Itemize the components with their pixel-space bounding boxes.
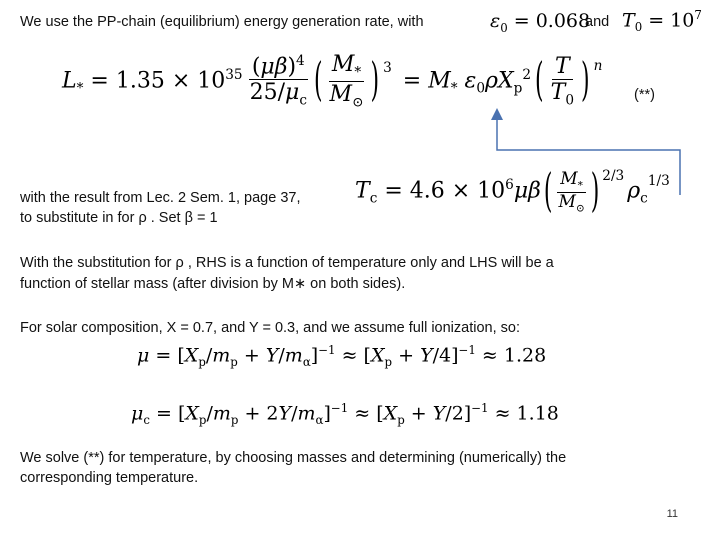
equation-label: (**) [634,87,655,103]
solve-line1: We solve (**) for temperature, by choosing masses and determining (numerically) the [20,450,567,466]
substitution-line2: function of stellar mass (after division by M∗ on both sides). [20,276,406,292]
mu-equation: $\mu = [X_p/m_p + Y/m_\alpha]^{-1} \approx [X_p + Y/4]^{-1} \approx 1.28$ [137,343,547,370]
t-zero-equation: $T_0 = 10^7$ [622,8,702,35]
page-number: 11 [666,508,678,520]
solve-line2: corresponding temperature. [20,470,199,486]
mu-c-equation: $\mu_c = [X_p/m_p + 2Y/m_\alpha]^{-1} \approx [X_p + Y/2]^{-1} \approx 1.18$ [131,401,559,428]
substitution-line1: With the substitution for ρ , RHS is a function of temperature only and LHS will be a [20,255,554,271]
and-word: and [585,14,610,30]
intro-text: We use the PP-chain (equilibrium) energy generation rate, with [20,14,424,30]
lecture-ref-line2: to substitute in for ρ . Set β = 1 [20,210,218,226]
lecture-ref-line1: with the result from Lec. 2 Sem. 1, page 37, [20,190,301,206]
central-temperature-equation: $T_c = 4.6 \times 10^6\mu\beta$ ( $\frac{M_*}{M_⊙}$ ) $^{2/3}$ $\rho_c^{1/3}$ [355,165,670,219]
epsilon-zero-equation: $\varepsilon_0 = 0.068$ [490,10,591,35]
composition-text: For solar composition, X = 0.7, and Y = 0.3, and we assume full ionization, so: [20,320,520,336]
luminosity-equation: $L_* = 1.35 \times 10^{35}$ $\frac{(\mu\beta)^4}{25/\mu_c}$ ( $\frac{M_*}{M_⊙}$ ) $^3$ = $M_*$ $\varepsilon_0\rho X_p^2$ ( $\frac{T}{T_0}$ ) $^n$ [62,52,603,111]
